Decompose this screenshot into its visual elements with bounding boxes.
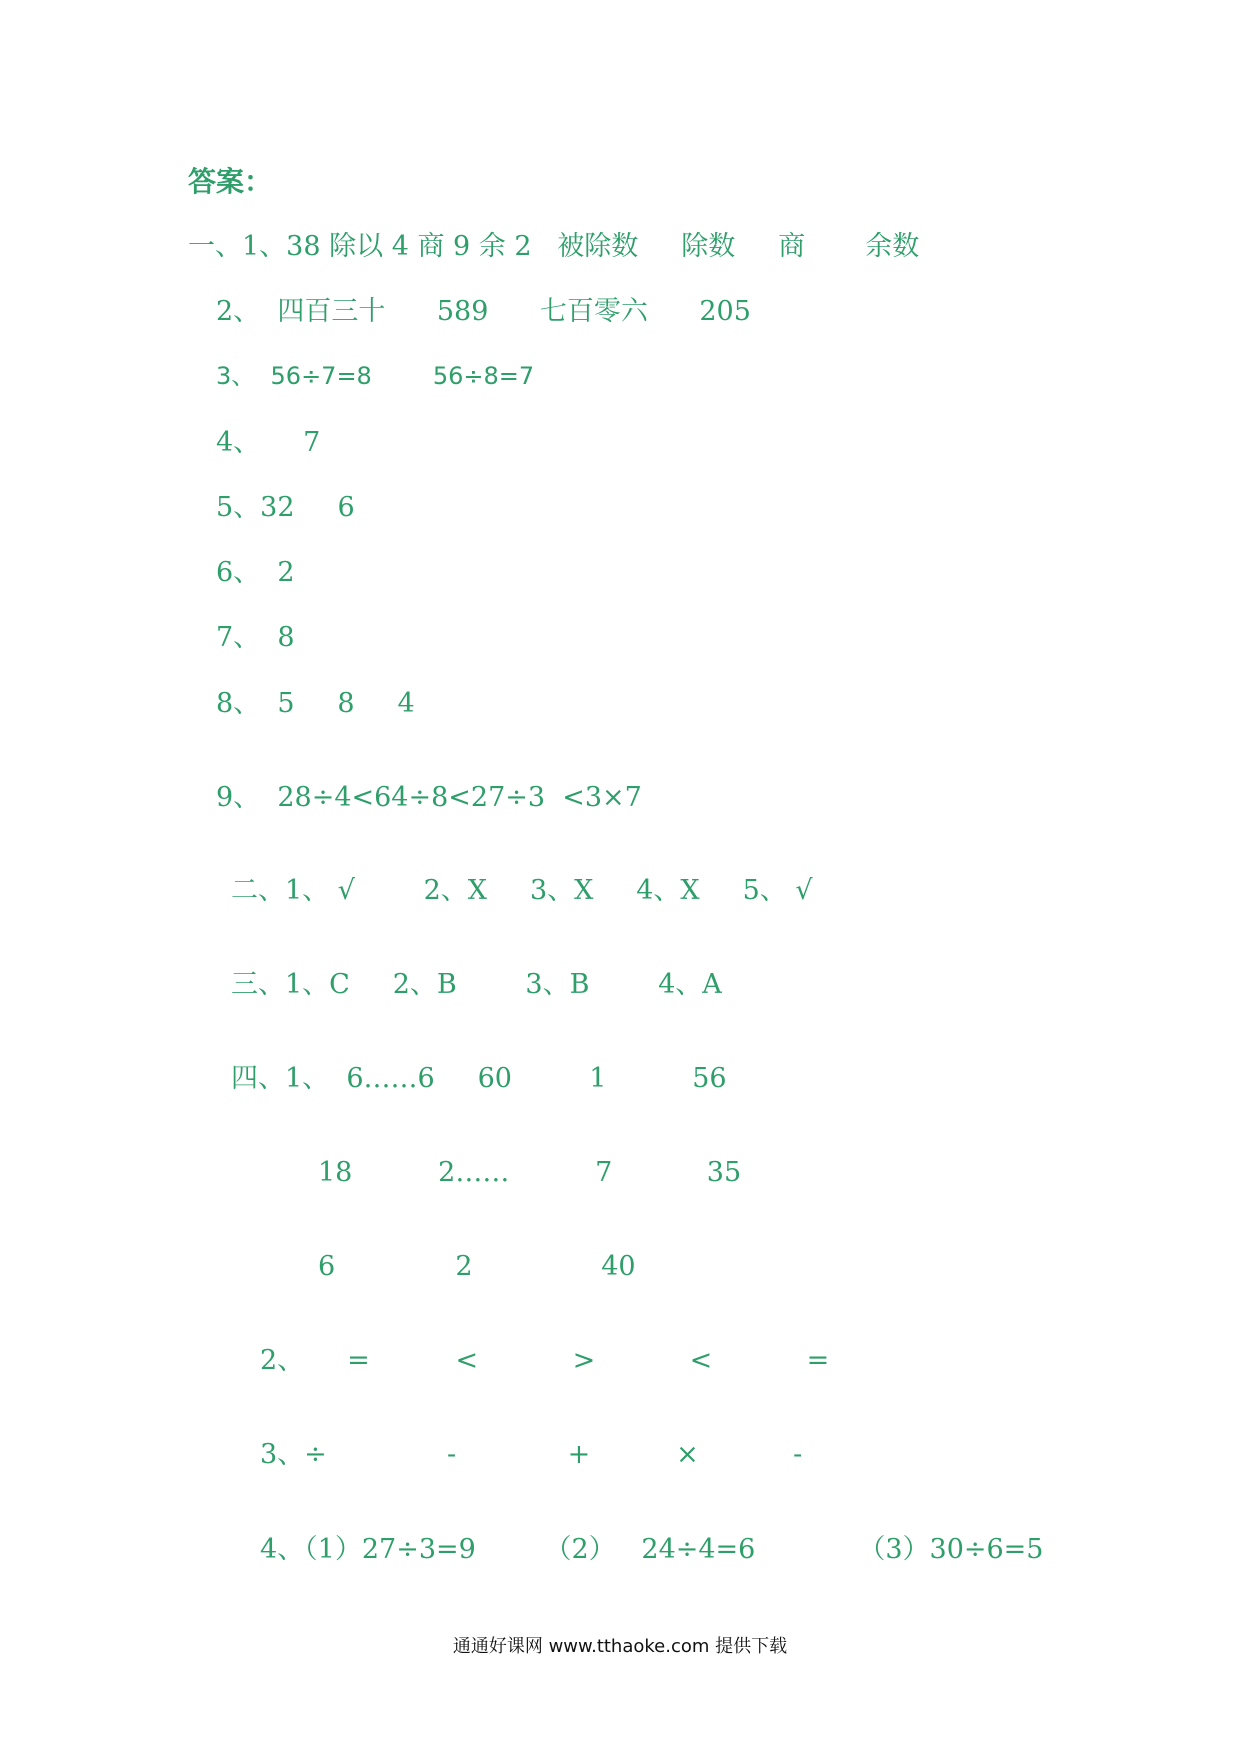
answer-line-1-2: 2、 四百三十 589 七百零六 205 xyxy=(216,296,751,327)
answer-line-1-5: 5、32 6 xyxy=(216,492,355,523)
answer-line-4-3: 3、÷ - + × - xyxy=(260,1439,803,1470)
answer-line-1-7: 7、 8 xyxy=(216,622,295,653)
answer-line-4-4: 4、（1）27÷3=9 （2） 24÷4=6 （3）30÷6=5 xyxy=(260,1534,1044,1565)
answer-title: 答案： xyxy=(188,165,273,198)
answer-line-1-3: 3、 56÷7=8 56÷8=7 xyxy=(216,362,535,390)
answer-line-1-6: 6、 2 xyxy=(216,557,295,588)
answer-line-1-4: 4、 7 xyxy=(216,427,321,458)
footer-credit: 通通好课网 www.tthaoke.com 提供下载 xyxy=(452,1636,788,1657)
answer-line-2: 二、1、 √ 2、X 3、X 4、X 5、 √ xyxy=(231,875,813,906)
answer-line-4-2: 2、 = < > < = xyxy=(260,1345,830,1376)
answer-line-4-1-row3: 6 2 40 xyxy=(318,1251,636,1282)
answer-line-4-1-row1: 四、1、 6……6 60 1 56 xyxy=(231,1063,727,1094)
answer-line-1-8: 8、 5 8 4 xyxy=(216,688,415,719)
answer-line-4-1-row2: 18 2…… 7 35 xyxy=(318,1157,742,1188)
answer-line-1-9: 9、 28÷4<64÷8<27÷3 <3×7 xyxy=(216,782,642,813)
answer-line-1-1: 一、1、38 除以 4 商 9 余 2 被除数 除数 商 余数 xyxy=(188,231,920,262)
answer-line-3: 三、1、C 2、B 3、B 4、A xyxy=(231,969,722,1000)
